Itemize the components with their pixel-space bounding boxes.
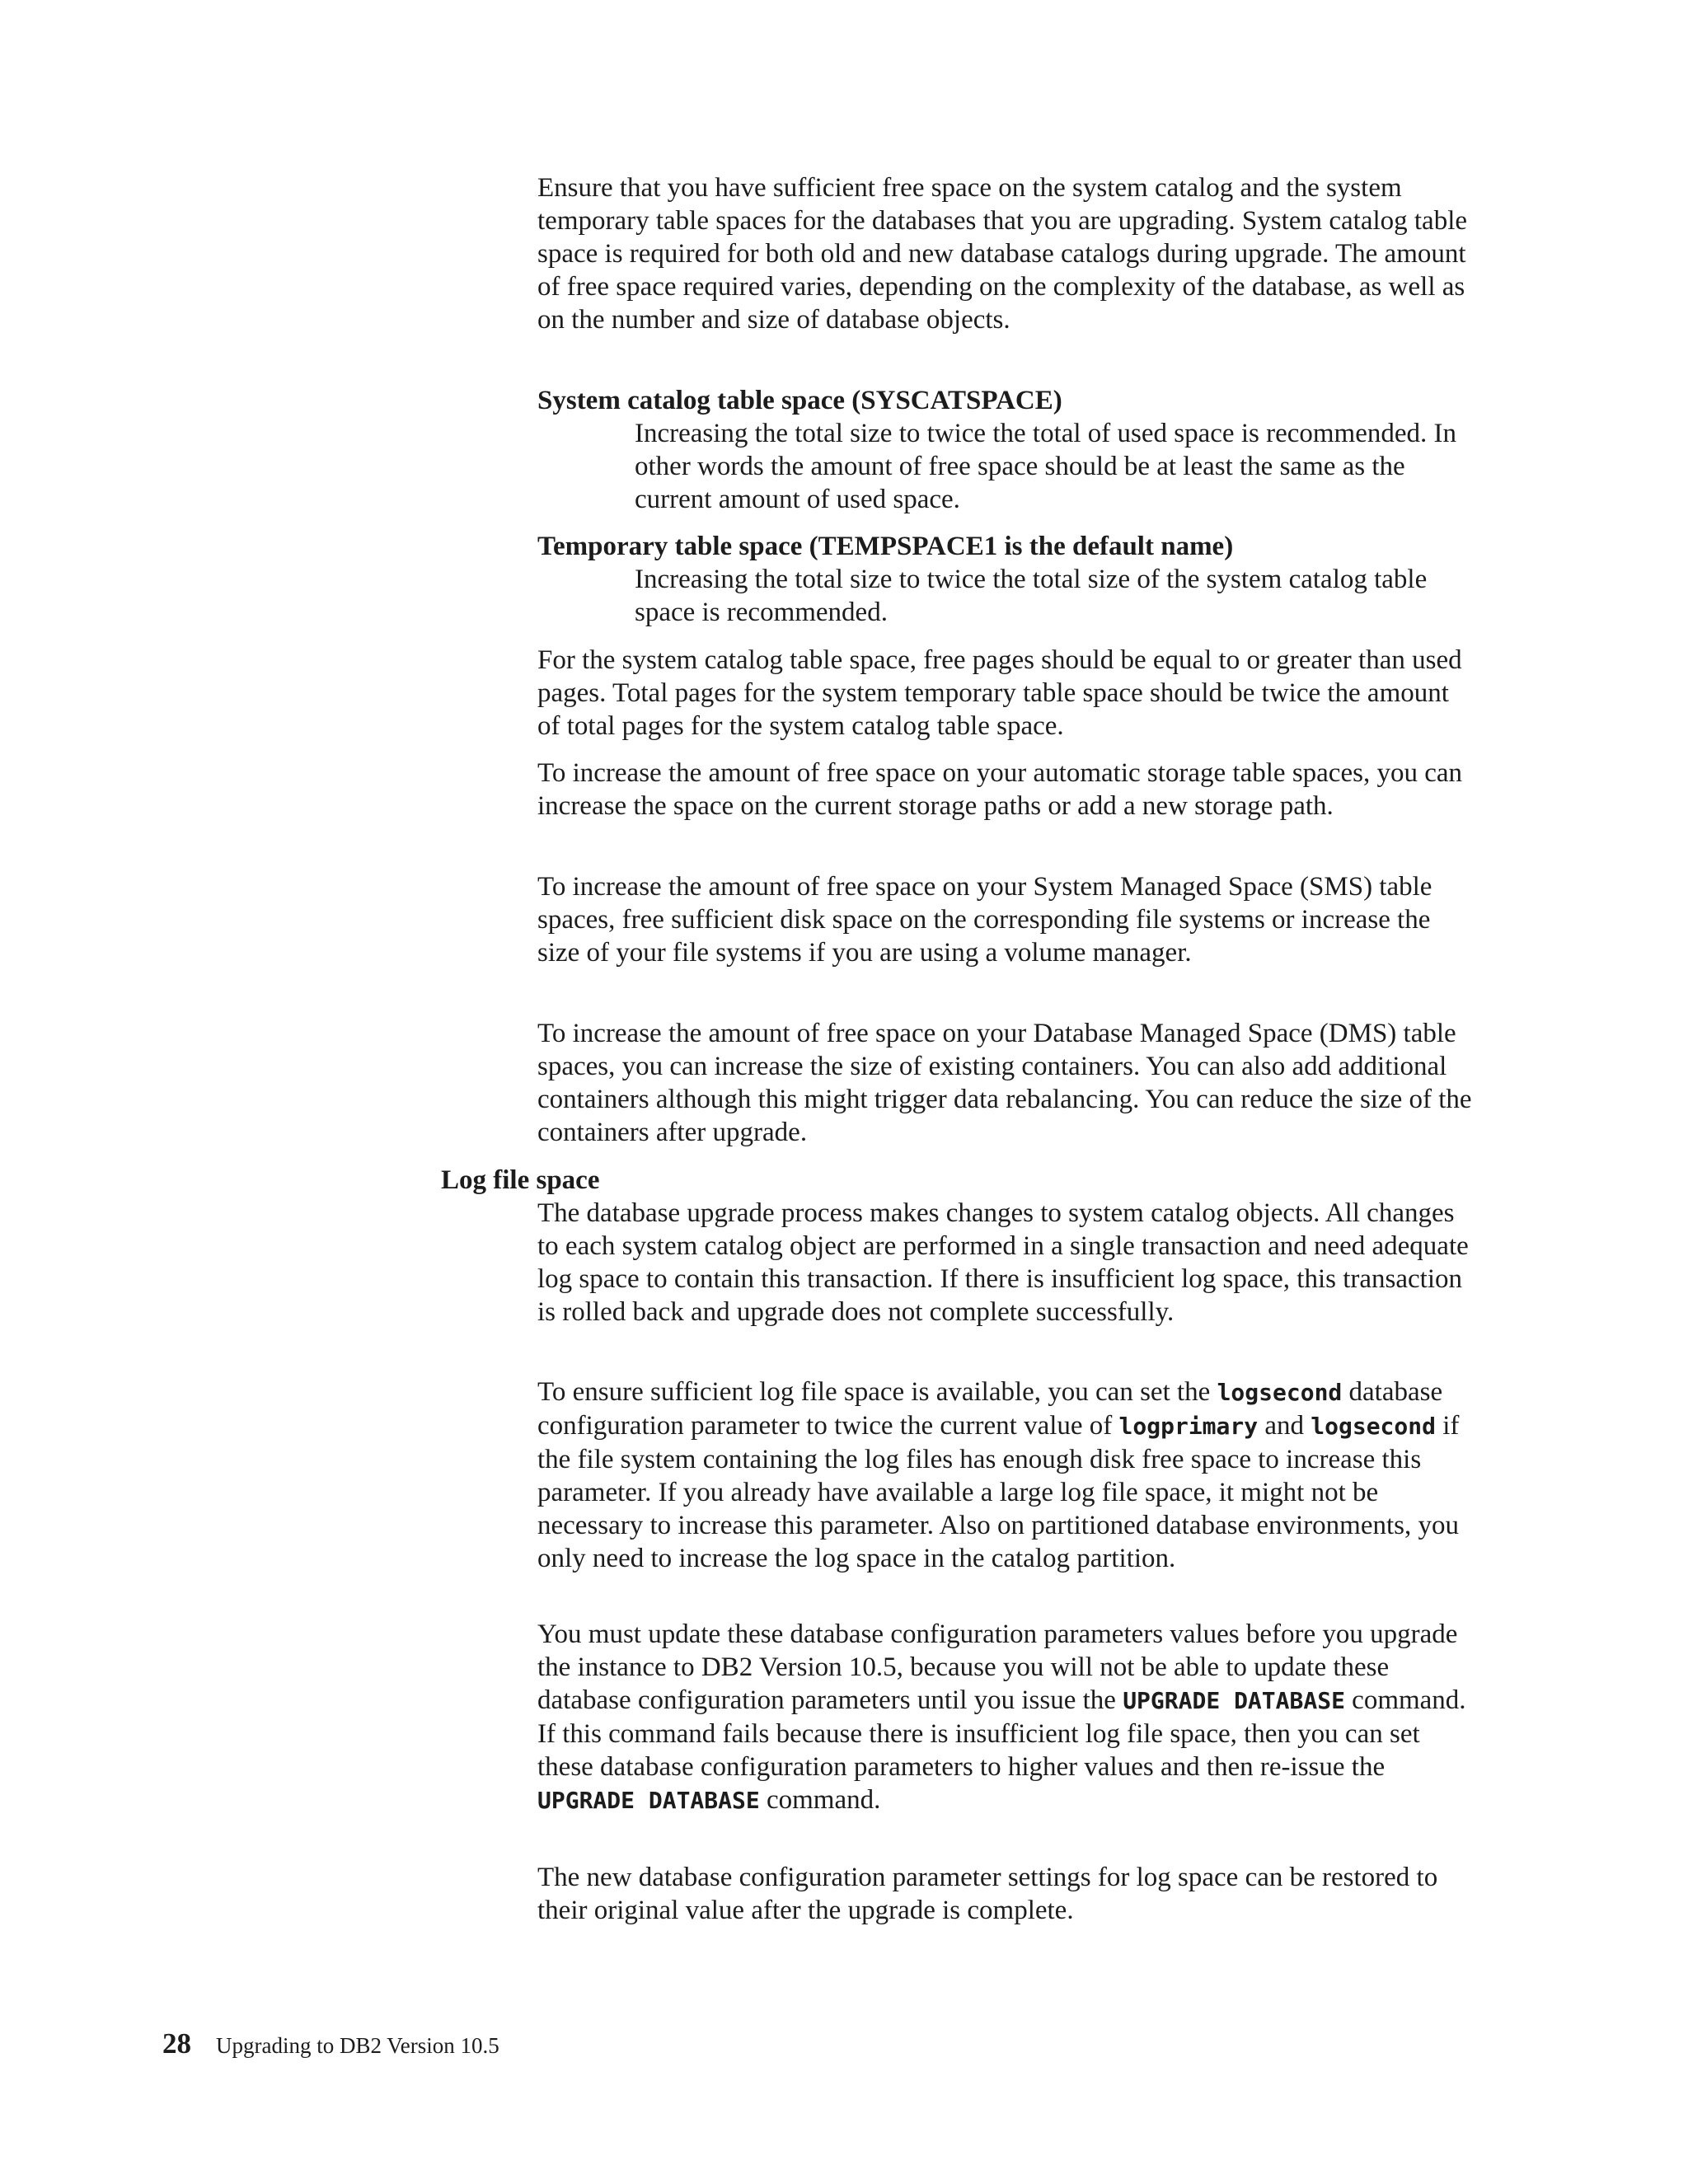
footer-title: Upgrading to DB2 Version 10.5	[216, 2033, 499, 2058]
page-footer	[162, 2027, 499, 2060]
text-run: database configuration parameter to twice the current value of	[537, 1377, 1443, 1441]
definition-term: System catalog table space (SYSCATSPACE)	[537, 386, 1062, 415]
code-logsecond: logsecond	[1217, 1379, 1343, 1406]
text-run: command. If this command fails because there is insufficient log file space, then you can set these database configuration parameters to higher values and then re-issue the	[537, 1685, 1466, 1782]
definition-syscatspace	[537, 384, 1473, 516]
definition-description: Increasing the total size to twice the total of used space is recommended. In other words the amount of free space should be at least the same as the current amount of used space.	[635, 419, 1456, 514]
code-logsecond: logsecond	[1311, 1413, 1436, 1440]
text-run: command.	[759, 1785, 881, 1815]
definition-term: Temporary table space (TEMPSPACE1 is the default name)	[537, 532, 1234, 561]
page-number: 28	[162, 2027, 191, 2060]
text-run: You must update these database configuration parameters values before you upgrade the instance to DB2 Version 10.5, because you will not be able to update these database configuration parameters until you issue the	[537, 1619, 1458, 1715]
code-upgrade-database: UPGRADE DATABASE	[1123, 1687, 1345, 1714]
text-run: if the file system containing the log files has enough disk free space to increase this parameter. If you already have available a large log file space, it might not be necessary to increase this parameter. Also on partitioned database environments, you only need to increase the log space in the catalog partition.	[537, 1411, 1460, 1573]
paragraph-dms: To increase the amount of free space on your Database Managed Space (DMS) table spaces, you can increase the size of existing containers. You can also add additional containers although this might trigger data rebalancing. You can reduce the size of the containers after upgrade.	[537, 1019, 1472, 1147]
log-paragraph-3	[537, 1618, 1473, 1817]
log-paragraph-1: The database upgrade process makes changes to system catalog objects. All changes to each system catalog object are performed in a single transaction and need adequate log space to contain this transaction. If there is insufficient log space, this transaction is rolled back and upgrade does not complete successfully.	[537, 1198, 1469, 1327]
intro-paragraph: Ensure that you have sufficient free space on the system catalog and the system temporary table spaces for the databases that you are upgrading. System catalog table space is required for both old and new database catalogs during upgrade. The amount of free space required varies, depending on the complexity of the database, as well as on the number and size of database objects.	[537, 173, 1468, 335]
log-paragraph-2	[537, 1376, 1473, 1575]
paragraph-sms: To increase the amount of free space on your System Managed Space (SMS) table spaces, free sufficient disk space on the corresponding file systems or increase the size of your file systems if you are using a volume manager.	[537, 872, 1432, 968]
code-upgrade-database: UPGRADE DATABASE	[537, 1787, 760, 1814]
definition-tempspace	[537, 530, 1473, 629]
text-run: To ensure sufficient log file space is available, you can set the	[537, 1377, 1217, 1407]
log-file-space-heading: Log file space	[441, 1165, 600, 1195]
log-paragraph-4: The new database configuration parameter settings for log space can be restored to their original value after the upgrade is complete.	[537, 1863, 1438, 1925]
paragraph-free-pages: For the system catalog table space, free pages should be equal to or greater than used pages. Total pages for the system temporary table space should be twice the amount of total pages for the system catalog table space.	[537, 645, 1462, 741]
code-logprimary: logprimary	[1118, 1413, 1259, 1440]
definition-description: Increasing the total size to twice the total size of the system catalog table space is recommended.	[635, 565, 1428, 627]
text-run: and	[1258, 1411, 1311, 1441]
paragraph-automatic-storage: To increase the amount of free space on your automatic storage table spaces, you can increase the space on the current storage paths or add a new storage path.	[537, 758, 1462, 821]
